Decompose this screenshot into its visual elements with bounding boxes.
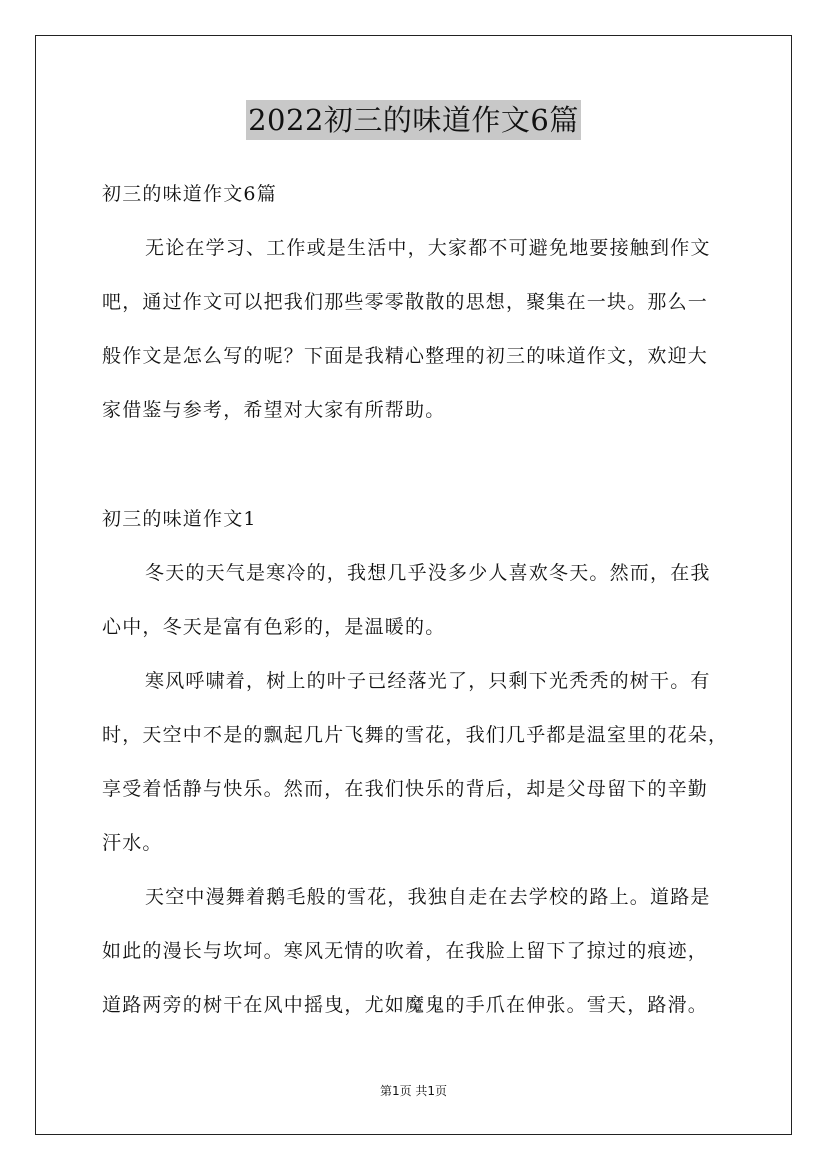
intro-line: 无论在学习、工作或是生活中，大家都不可避免地要接触到作文 [145,237,711,259]
paragraph-line: 寒风呼啸着，树上的叶子已经落光了，只剩下光秃秃的树干。有 [145,670,711,692]
paragraph-line: 时，天空中不是的飘起几片飞舞的雪花，我们几乎都是温室里的花朵， [102,724,729,746]
document-title: 2022初三的味道作文6篇 [246,100,581,140]
paragraph-line: 道路两旁的树干在风中摇曳，尤如魔鬼的手爪在伸张。雪天，路滑。 [102,994,709,1016]
paragraph-line: 汗水。 [102,832,163,854]
intro-line: 家借鉴与参考，希望对大家有所帮助。 [102,399,446,421]
document-subtitle: 初三的味道作文6篇 [102,183,277,205]
title-container [0,100,827,140]
paragraph-line: 天空中漫舞着鹅毛般的雪花，我独自走在去学校的路上。道路是 [145,886,711,908]
section-heading: 初三的味道作文1 [102,508,257,530]
intro-line: 吧，通过作文可以把我们那些零零散散的思想，聚集在一块。那么一 [102,291,709,313]
page-number: 第1页 共1页 [379,1084,448,1098]
intro-line: 般作文是怎么写的呢？下面是我精心整理的初三的味道作文，欢迎大 [102,345,709,367]
paragraph-line: 冬天的天气是寒冷的，我想几乎没多少人喜欢冬天。然而，在我 [145,562,711,584]
paragraph-line: 享受着恬静与快乐。然而，在我们快乐的背后，却是父母留下的辛勤 [102,778,709,800]
paragraph-line: 心中，冬天是富有色彩的，是温暖的。 [102,616,446,638]
paragraph-line: 如此的漫长与坎坷。寒风无情的吹着，在我脸上留下了掠过的痕迹， [102,940,709,962]
